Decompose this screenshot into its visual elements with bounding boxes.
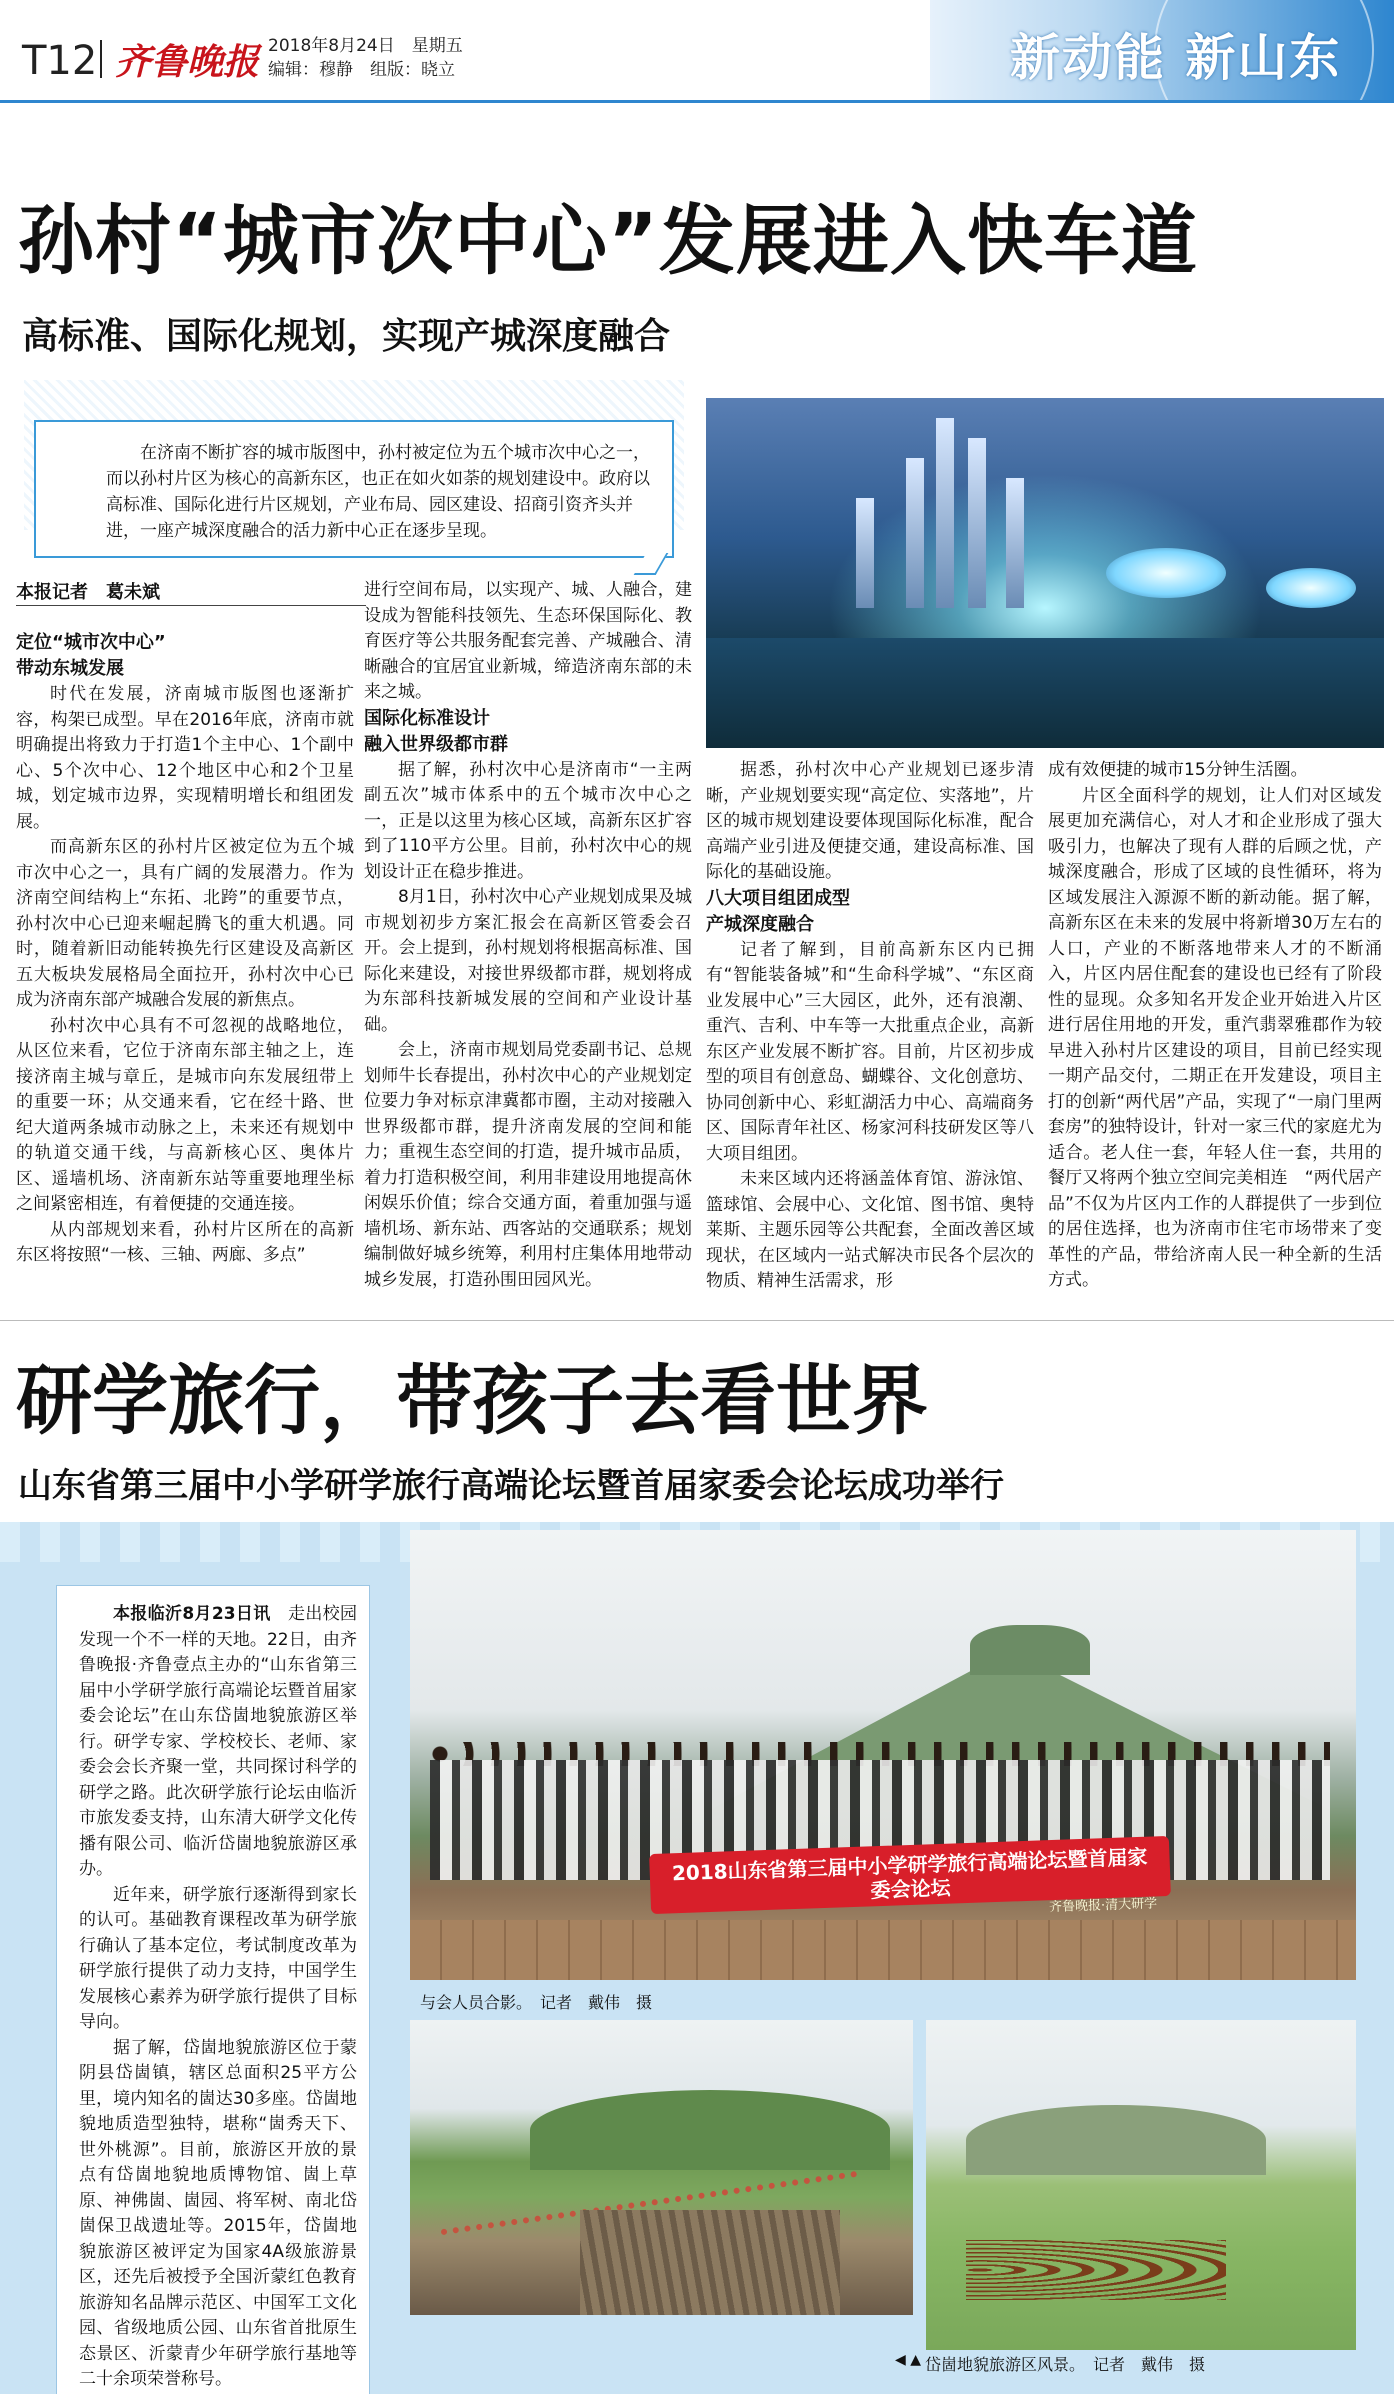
photo-stadium <box>1106 548 1226 598</box>
article1-column-3 <box>706 758 1034 1295</box>
group-photo <box>410 1530 1356 1980</box>
newspaper-logo: 齐鲁晚报 <box>115 41 260 83</box>
paragraph: 据了解，孙村次中心是济南市“一主两副五次”城市体系中的五个城市次中心之一，正是以这里为核心区域，高新东区扩容到了110平方公里。目前，孙村次中心的规划设计正在稳步推进。 <box>364 759 692 882</box>
masthead-divider <box>100 40 102 78</box>
section-heading: 国际化标准设计 <box>364 707 490 729</box>
article-divider <box>0 1320 1394 1321</box>
group-photo-caption: 与会人员合影。 记者 戴伟 摄 <box>420 1993 653 2012</box>
section-banner <box>930 0 1394 100</box>
paragraph: 据了解，岱崮地貌旅游区位于蒙阴县岱崮镇，辖区总面积25平方公里，境内知名的崮达30多座。岱崮地貌地质造型独特，堪称“崮秀天下、世外桃源”。目前，旅游区开放的景点有岱崮地貌地质博物馆、崮上草原、神佛崮、崮园、将军树、南北岱崮保卫战遗址等。2015年，岱崮地貌旅游区被评定为国家4A级旅游景区，还先后被授予全国沂蒙红色教育旅游知名品牌示范区、中国军工文化园、省级地质公园、山东省首批原生态景区、沂蒙青少年研学旅行基地等二十余项荣誉称号。 <box>79 2037 357 2389</box>
masthead-rule <box>0 100 1394 103</box>
photo-deck <box>410 1920 1356 1980</box>
paragraph: 孙村次中心具有不可忽视的战略地位，从区位来看，它位于济南东部主轴之上，连接济南主城与章丘，是城市向东发展纽带上的重要一环；从交通来看，它在经十路、世纪大道两条城市动脉之上，未来还有规划中的轨道交通干线，与高新核心区、奥体片区、遥墙机场、济南新东站等重要地理坐标之间紧密相连，有着便捷的交通连接。 <box>16 1015 354 1214</box>
paragraph: 时代在发展，济南城市版图也逐渐扩容，构架已成型。早在2016年底，济南市就明确提出将致力于打造1个主中心、1个副中心、5个次中心、12个地区中心和2个卫星城，划定城市边界，实现精明增长和组团发展。 <box>16 684 354 832</box>
article1-column-2 <box>364 578 692 1293</box>
banner-sponsor: 齐鲁晚报·清大研学 <box>1048 1896 1158 1916</box>
issue-date: 2018年8月24日 星期五 <box>268 36 463 56</box>
section-heading: 定位“城市次中心” <box>16 632 166 653</box>
article1-column-1 <box>16 630 354 1269</box>
paragraph: 记者了解到，目前高新东区内已拥有“智能装备城”和“生命科学城”、“东区商业发展中心”三大园区，此外，还有浪潮、重汽、吉利、中车等一大批重点企业，高新东区产业发展不断扩容。目前，片区初步成型的项目有创意岛、蝴蝶谷、文化创意坊、协同创新中心、彩虹湖活力中心、高端商务区、国际青年社区、杨家河科技研发区等八大项目组团。 <box>706 939 1034 1164</box>
photo-tower <box>936 418 954 608</box>
paragraph: 8月1日，孙村次中心产业规划成果及城市规划初步方案汇报会在高新区管委会召开。会上提到，孙村规划将根据高标准、国际化来建设，对接世界级都市群，规划将成为东部科技新城发展的空间和产业设计基础。 <box>364 887 692 1035</box>
section-heading: 带动东城发展 <box>16 658 124 679</box>
section-heading: 融入世界级都市群 <box>364 733 508 755</box>
article2-headline: 研学旅行，带孩子去看世界 <box>16 1356 928 1445</box>
article1-headline: 孙村“城市次中心”发展进入快车道 <box>18 196 1198 285</box>
dateline: 本报临沂8月23日讯 <box>113 1604 271 1624</box>
photo-tower <box>906 458 924 608</box>
photo-tower <box>1006 478 1024 608</box>
photo-tower <box>856 498 874 608</box>
photo-tower <box>968 438 986 608</box>
paragraph: 片区全面科学的规划，让人们对区域发展更加充满信心，对人才和企业形成了强大吸引力，也解决了现有人群的后顾之忧，产城深度融合，形成了区域的良性循环，将为区域发展注入源源不断的新动能。据了解，高新东区在未来的发展中将新增30万左右的人口，产业的不断落地带来人才的不断涌入，片区内居住配套的建设也已经有了阶段性的显现。众多知名开发企业开始进入片区进行居住用地的开发，重汽翡翠雅郡作为较早进入孙村片区建设的项目，目前已经实现一期产品交付，二期正在开发建设，项目主打的创新“两代居”产品，实现了“一扇门里两套房”的独特设计，针对一家三代的家庭尤为适合。老人住一套，年轻人住一套，共用的餐厅又将两个独立空间完美相连 “两代居产品”不仅为片区内工作的人群提供了一步到位的居住选择，也为济南市住宅市场带来了变革性的产品，带给济南人民一种全新的生活方式。 <box>1048 785 1382 1290</box>
scenery-photo-trail <box>410 2020 913 2315</box>
scenery-photo-caption: 岱崮地貌旅游区风景。 记者 戴伟 摄 <box>925 2355 1206 2374</box>
editors-credit: 编辑：穆静 组版：晓立 <box>268 60 455 80</box>
scenery-photo-horses <box>926 2020 1356 2350</box>
section-heading: 产城深度融合 <box>706 913 814 935</box>
masthead <box>0 0 1394 100</box>
photo-hill <box>966 2105 1266 2175</box>
article1-intro-box: 在济南不断扩容的城市版图中，孙村被定位为五个城市次中心之一，而以孙村片区为核心的高新东区，也正在如火如荼的规划建设中。政府以高标准、国际化进行片区规划，产业布局、园区建设、招商引资齐头并进，一座产城深度融合的活力新中心正在逐步呈现。 <box>34 420 674 558</box>
photo-hill <box>530 2090 890 2170</box>
paragraph: 进行空间布局，以实现产、城、人融合，建设成为智能科技领先、生态环保国际化、教育医疗等公共服务配套完善、产城融合、清晰融合的宜居宜业新城，缔造济南东部的未来之城。 <box>364 580 692 702</box>
paragraph: 据悉，孙村次中心产业规划已逐步清晰，产业规划要实现“高定位、实落地”，片区的城市规划建设要体现国际化标准，配合高端产业引进及便捷交通，建设高标准、国际化的基础设施。 <box>706 760 1034 882</box>
paragraph <box>79 1602 357 1883</box>
section-slogan: 新动能 新山东 <box>1010 29 1342 87</box>
photo-horses <box>966 2240 1226 2300</box>
section-heading: 八大项目组团成型 <box>706 887 850 909</box>
masthead-meta <box>268 34 463 82</box>
paragraph: 会上，济南市规划局党委副书记、总规划师牛长春提出，孙村次中心的产业规划定位要力争对标京津冀都市圈，主动对接融入世界级都市群，提升济南发展的空间和能力；重视生态空间的打造，提升城市品质，着力打造积极空间，利用非建设用地提高休闲娱乐价值；综合交通方面，着重加强与遥墙机场、新东站、西客站的交通联系；规划编制做好城乡统筹，利用村庄集体用地带动城乡发展，打造孙围田园风光。 <box>364 1040 692 1290</box>
paragraph: 而高新东区的孙村片区被定位为五个城市次中心之一，具有广阔的发展潜力。作为济南空间结构上“东拓、北跨”的重要节点，孙村次中心已迎来崛起腾飞的重大机遇。同时，随着新旧动能转换先行区建设及高新区五大板块发展格局全面拉开，孙村次中心已成为济南东部产城融合发展的新焦点。 <box>16 837 354 1010</box>
paragraph: 成有效便捷的城市15分钟生活圈。 <box>1048 760 1308 780</box>
paragraph: 未来区域内还将涵盖体育馆、游泳馆、篮球馆、会展中心、文化馆、图书馆、奥特莱斯、主题乐园等公共配套，全面改善区域现状，在区域内一站式解决市民各个层次的物质、精神生活需求，形 <box>706 1169 1034 1291</box>
paragraph: 近年来，研学旅行逐渐得到家长的认可。基础教育课程改革为研学旅行确认了基本定位，考试制度改革为研学旅行提供了动力支持，中国学生发展核心素养为研学旅行提供了目标导向。 <box>79 1884 357 2032</box>
article1-column-4 <box>1048 758 1382 1294</box>
article1-byline: 本报记者 葛未斌 <box>16 582 160 603</box>
page-number: T12 <box>22 38 98 84</box>
paragraph-body: 走出校园发现一个不一样的天地。22日，由齐鲁晚报·齐鲁壹点主办的“山东省第三届中小学研学旅行高端论坛暨首届家委会论坛”在山东岱崮地貌旅游区举行。研学专家、学校校长、老师、家委会会长齐聚一堂，共同探讨科学的研学之路。此次研学旅行论坛由临沂市旅发委支持，山东清大研学文化传播有限公司、临沂岱崮地貌旅游区承办。 <box>79 1604 358 1879</box>
article2-text-box <box>56 1585 370 2394</box>
caption-pointer-icon: ◀ ▲ <box>895 2352 921 2368</box>
photo-water <box>706 638 1384 748</box>
photo-stadium <box>1266 568 1356 608</box>
byline-rule <box>16 605 366 606</box>
article1-subheadline: 高标准、国际化规划，实现产城深度融合 <box>22 316 671 357</box>
photo-mountain-peak <box>970 1625 1090 1675</box>
paragraph: 从内部规划来看，孙村片区所在的高新东区将按照“一核、三轴、两廊、多点” <box>16 1219 354 1265</box>
article2-subheadline: 山东省第三届中小学研学旅行高端论坛暨首届家委会论坛成功举行 <box>18 1466 1004 1506</box>
city-rendering-photo <box>706 398 1384 748</box>
banner-text: 2018山东省第三届中小学研学旅行高端论坛暨首届家委会论坛 <box>671 1844 1148 1903</box>
photo-cliff <box>580 2210 840 2315</box>
